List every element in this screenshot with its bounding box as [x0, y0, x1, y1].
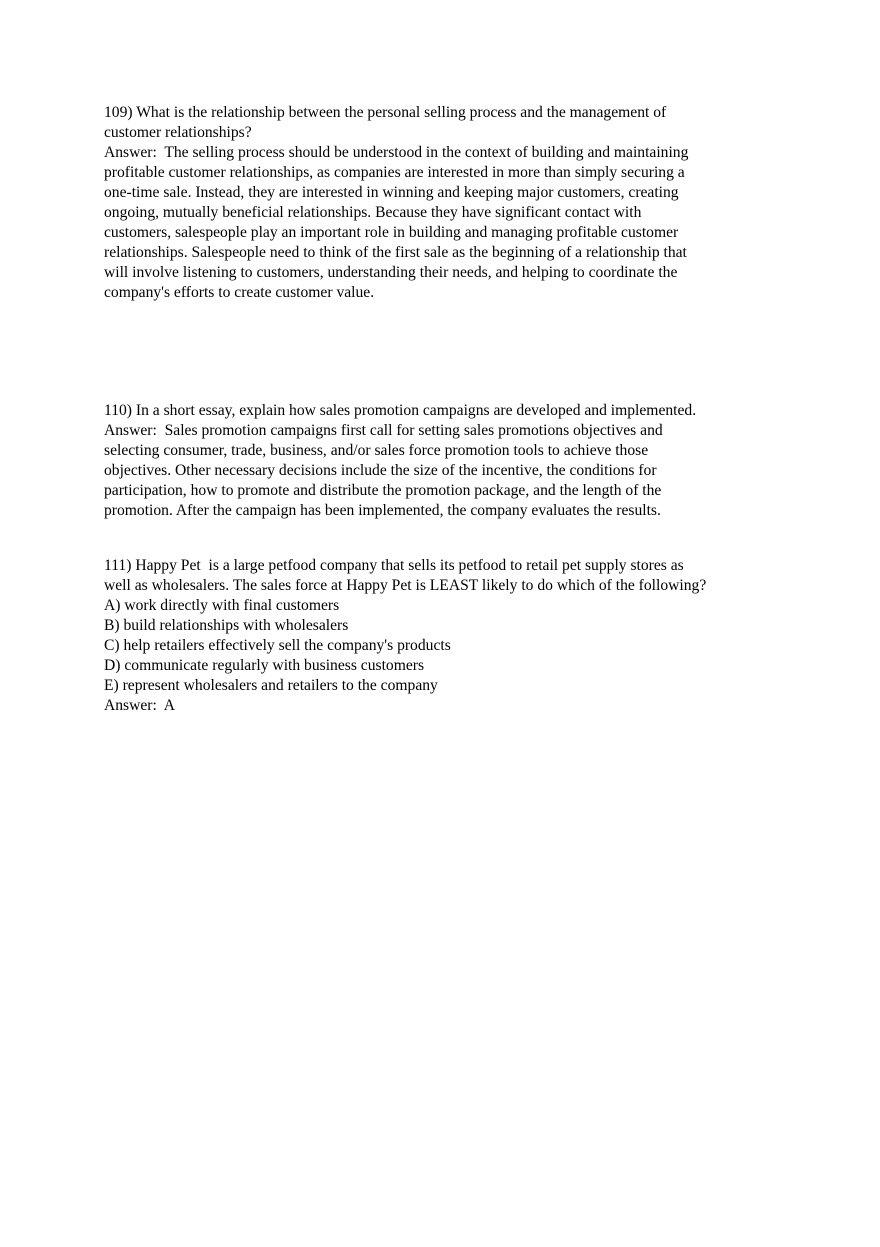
question-110 [104, 401, 804, 521]
question-111 [104, 556, 804, 716]
answer-text-line: company's efforts to create customer value. [104, 284, 375, 301]
question-text-line: 110) In a short essay, explain how sales promotion campaigns are developed and implemented. [104, 402, 697, 419]
option-d: D) communicate regularly with business customers [104, 657, 425, 674]
answer-text-line: relationships. Salespeople need to think of the first sale as the beginning of a relationship that [104, 244, 687, 261]
answer-text-line: objectives. Other necessary decisions include the size of the incentive, the conditions for [104, 462, 657, 479]
answer-text-line: promotion. After the campaign has been implemented, the company evaluates the results. [104, 502, 661, 519]
answer-text-line: Answer: Sales promotion campaigns first call for setting sales promotions objectives and [104, 422, 663, 439]
answer-text-line: Answer: The selling process should be understood in the context of building and maintaining [104, 144, 689, 161]
question-109 [104, 103, 804, 303]
answer-text-line: profitable customer relationships, as companies are interested in more than simply securing a [104, 164, 685, 181]
question-text-line: customer relationships? [104, 124, 252, 141]
option-c: C) help retailers effectively sell the company's products [104, 637, 451, 654]
question-text-line: well as wholesalers. The sales force at Happy Pet is LEAST likely to do which of the following? [104, 577, 707, 594]
option-b: B) build relationships with wholesalers [104, 617, 349, 634]
answer-text-line: Answer: A [104, 697, 176, 714]
answer-text-line: will involve listening to customers, understanding their needs, and helping to coordinate the [104, 264, 678, 281]
question-text-line: 111) Happy Pet is a large petfood company that sells its petfood to retail pet supply stores as [104, 557, 684, 574]
answer-text-line: one-time sale. Instead, they are interested in winning and keeping major customers, creating [104, 184, 679, 201]
answer-text-line: customers, salespeople play an important role in building and managing profitable customer [104, 224, 679, 241]
option-e: E) represent wholesalers and retailers to the company [104, 677, 438, 694]
option-a: A) work directly with final customers [104, 597, 340, 614]
answer-text-line: participation, how to promote and distribute the promotion package, and the length of the [104, 482, 662, 499]
answer-text-line: selecting consumer, trade, business, and/or sales force promotion tools to achieve those [104, 442, 649, 459]
question-text-line: 109) What is the relationship between the personal selling process and the management of [104, 104, 667, 121]
answer-text-line: ongoing, mutually beneficial relationships. Because they have significant contact with [104, 204, 642, 221]
